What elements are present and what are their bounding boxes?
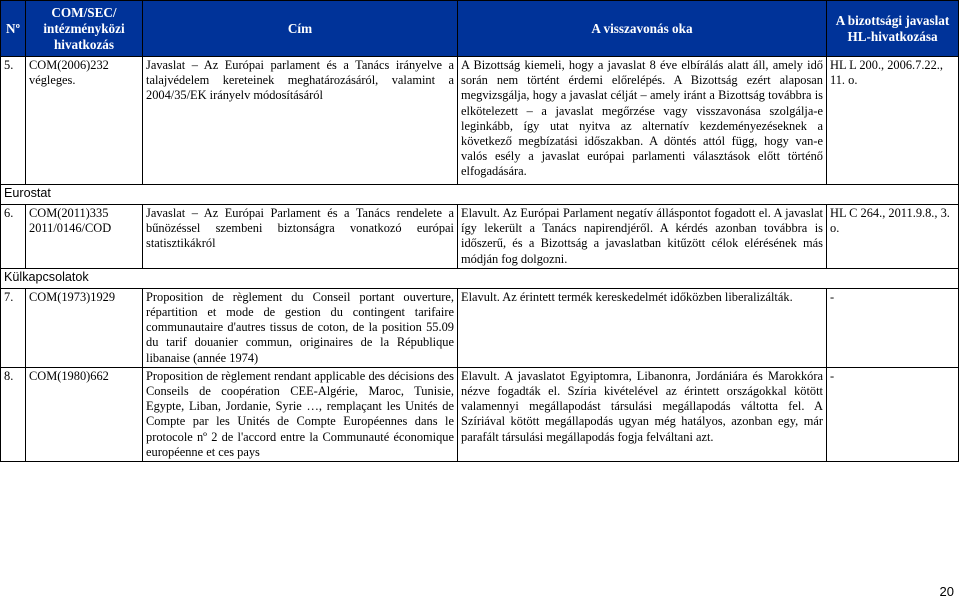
row-reason: Elavult. A javaslatot Egyiptomra, Libanonra, Jordániára és Marokkóra nézve fogadták el. Szíria kivételével az érintett országokkal kötött valamennyi megállapodást társulási megállapodás váltotta fel. A Szíriával kötött megállapodás ugyan még hatályos, azonban egy, már parafált társulási megállapodás fogja felváltani azt. <box>458 367 827 461</box>
row-reason: Elavult. Az Európai Parlament negatív álláspontot fogadott el. A javaslat így lekerült a Tanács napirendjéről. A kérdés azonban továbbra is időszerű, és a Bizottság a javaslatban kitűzött célok elérésének más módján fog dolgozni. <box>458 205 827 269</box>
header-reason: A visszavonás oka <box>458 1 827 57</box>
section-label: Külkapcsolatok <box>1 268 959 288</box>
row-title: Javaslat – Az Európai Parlament és a Tanács rendelete a bűnözéssel szembeni biztonságra vonatkozó európai statisztikákról <box>143 205 458 269</box>
row-ref: COM(2011)335 2011/0146/COD <box>26 205 143 269</box>
table-row <box>1 57 959 185</box>
header-nr: Nº <box>1 1 26 57</box>
row-ojref: - <box>827 367 959 461</box>
row-title: Proposition de règlement du Conseil portant ouverture, répartition et mode de gestion du contingent tarifaire communautaire d'autres tissus de coton, de la position 55.09 du tarif douanier commun, originaires de la République libanaise (année 1974) <box>143 288 458 367</box>
section-row-eurostat <box>1 185 959 205</box>
section-row-kulkapcsolatok <box>1 268 959 288</box>
table-header-row <box>1 1 959 57</box>
row-title: Javaslat – Az Európai parlament és a Tanács irányelve a talajvédelem kereteinek meghatározásáról, valamint a 2004/35/EK irányelv módosításáról <box>143 57 458 185</box>
row-nr: 6. <box>1 205 26 269</box>
page-number: 20 <box>939 584 954 599</box>
header-ref: COM/SEC/ intézményközi hivatkozás <box>26 1 143 57</box>
row-title: Proposition de règlement rendant applicable des décisions des Conseils de coopération CEE-Algérie, Maroc, Tunisie, Egypte, Liban, Jordanie, Syrie …, remplaçant les Unités de Compte par les Unités de Compte Européennes dans le protocole nº 2 de l'accord entre la Communauté économique européenne et ces pays <box>143 367 458 461</box>
row-nr: 7. <box>1 288 26 367</box>
header-ojref: A bizottsági javaslat HL-hivatkozása <box>827 1 959 57</box>
table-row <box>1 288 959 367</box>
row-reason: Elavult. Az érintett termék kereskedelmét időközben liberalizálták. <box>458 288 827 367</box>
row-nr: 8. <box>1 367 26 461</box>
row-ojref: HL C 264., 2011.9.8., 3. o. <box>827 205 959 269</box>
row-ref: COM(2006)232 végleges. <box>26 57 143 185</box>
row-ojref: - <box>827 288 959 367</box>
row-ref: COM(1980)662 <box>26 367 143 461</box>
header-title: Cím <box>143 1 458 57</box>
section-label: Eurostat <box>1 185 959 205</box>
table-row <box>1 367 959 461</box>
row-ojref: HL L 200., 2006.7.22., 11. o. <box>827 57 959 185</box>
row-ref: COM(1973)1929 <box>26 288 143 367</box>
row-reason: A Bizottság kiemeli, hogy a javaslat 8 éve elbírálás alatt áll, amely idő során nem történt érdemi előrelépés. A Bizottság ezért alaposan megvizsgálja, hogy a javaslat célját – amely iránt a Bizottság továbbra is elkötelezett – a javaslat megőrzése vagy visszavonása szolgálja-e leginkább, így utat nyitva az alternatív kezdeményezéseknek a következő megbízatási időszakban. A döntés attól függ, hogy van-e valós esély a javaslat európai parlamenti választások előtt történő elfogadására. <box>458 57 827 185</box>
table-row <box>1 205 959 269</box>
row-nr: 5. <box>1 57 26 185</box>
